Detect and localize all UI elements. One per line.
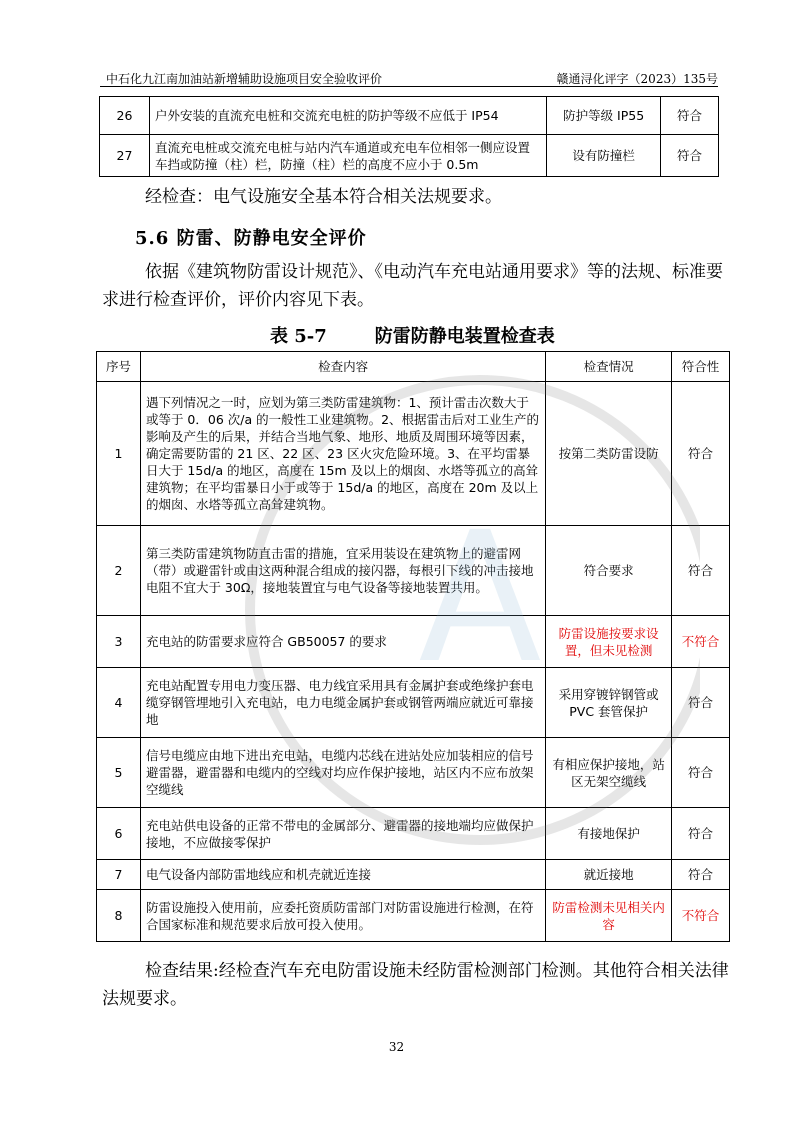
row-number: 7 bbox=[97, 860, 141, 890]
row-number: 1 bbox=[97, 382, 141, 526]
table-row bbox=[97, 808, 730, 860]
row-number: 27 bbox=[100, 135, 150, 177]
header-result: 符合性 bbox=[672, 352, 730, 382]
table-row bbox=[97, 890, 730, 942]
continued-table bbox=[99, 96, 719, 177]
row-result: 符合 bbox=[672, 860, 730, 890]
header-no: 序号 bbox=[97, 352, 141, 382]
table-row bbox=[97, 860, 730, 890]
page-header bbox=[100, 68, 718, 87]
row-status: 防雷检测未见相关内容 bbox=[546, 890, 672, 942]
row-content: 户外安装的直流充电桩和交流充电桩的防护等级不应低于 IP54 bbox=[149, 97, 546, 135]
row-content: 充电站的防雷要求应符合 GB50057 的要求 bbox=[140, 616, 545, 668]
row-result: 符合 bbox=[672, 808, 730, 860]
row-status: 就近接地 bbox=[546, 860, 672, 890]
row-number: 5 bbox=[97, 738, 141, 808]
table-row bbox=[97, 382, 730, 526]
row-content: 信号电缆应由地下进出充电站，电缆内芯线在进站处应加装相应的信号避雷器，避雷器和电缆内的空线对均应作保护接地，站区内不应布放架空缆线 bbox=[140, 738, 545, 808]
table-caption bbox=[270, 322, 555, 348]
table-row bbox=[97, 738, 730, 808]
electric-conclusion: 经检查：电气设施安全基本符合相关法规要求。 bbox=[145, 187, 502, 207]
table-row bbox=[97, 526, 730, 616]
row-content: 第三类防雷建筑物防直击雷的措施，宜采用装设在建筑物上的避雷网（带）或避雷针或由这两种混合组成的接闪器，每根引下线的冲击接地电阻不宜大于 30Ω，接地装置宜与电气设备等接地装置共用。 bbox=[140, 526, 545, 616]
row-result: 不符合 bbox=[672, 890, 730, 942]
row-result: 符合 bbox=[672, 526, 730, 616]
row-status: 符合要求 bbox=[546, 526, 672, 616]
row-content: 遇下列情况之一时，应划为第三类防雷建筑物：1、预计雷击次数大于或等于 0．06 次/a 的一般性工业建筑物。2、根据雷击后对工业生产的影响及产生的后果，并结合当地气象、地形、地质及周围环境等因素，确定需要防雷的 21 区、22 区、23 区火灾危险环境。3、在平均雷暴日大于 15d/a 的地区，高度在 15m 及以上的烟囱、水塔等孤立的高耸建筑物；在平均雷暴日小于或等于 15d/a 的地区，高度在 20m 及以上的烟囱、水塔等孤立高耸建筑物。 bbox=[140, 382, 545, 526]
row-status: 设有防撞栏 bbox=[547, 135, 661, 177]
row-number: 8 bbox=[97, 890, 141, 942]
header-status: 检查情况 bbox=[546, 352, 672, 382]
row-number: 3 bbox=[97, 616, 141, 668]
row-content: 充电站供电设备的正常不带电的金属部分、避雷器的接地端均应做保护接地，不应做接零保护 bbox=[140, 808, 545, 860]
row-status: 防雷设施按要求设置，但未见检测 bbox=[546, 616, 672, 668]
table-row bbox=[100, 135, 719, 177]
row-result: 符合 bbox=[661, 135, 719, 177]
inspection-result: 检查结果:经检查汽车充电防雷设施未经防雷检测部门检测。其他符合相关法律法规要求。 bbox=[102, 961, 729, 1009]
table-caption-number: 表 5-7 bbox=[270, 326, 327, 347]
row-number: 4 bbox=[97, 668, 141, 738]
section-heading: 5.6 防雷、防静电安全评价 bbox=[135, 228, 367, 249]
row-status: 有接地保护 bbox=[546, 808, 672, 860]
table-row bbox=[97, 668, 730, 738]
row-status: 有相应保护接地，站区无架空缆线 bbox=[546, 738, 672, 808]
row-number: 2 bbox=[97, 526, 141, 616]
row-content: 充电站配置专用电力变压器、电力线宜采用具有金属护套或绝缘护套电缆穿钢管埋地引入充电站，电力电缆金属护套或钢管两端应就近可靠接地 bbox=[140, 668, 545, 738]
row-result: 符合 bbox=[672, 738, 730, 808]
header-project-title: 中石化九江南加油站新增辅助设施项目安全验收评价 bbox=[106, 72, 383, 86]
page-number: 32 bbox=[388, 1040, 405, 1054]
row-number: 26 bbox=[100, 97, 150, 135]
intro-paragraph: 依据《建筑物防雷设计规范》、《电动汽车充电站通用要求》等的法规、标准要求进行检查评价，评价内容见下表。 bbox=[102, 262, 723, 310]
row-result: 符合 bbox=[661, 97, 719, 135]
row-result: 符合 bbox=[672, 382, 730, 526]
header-report-number: 赣通浔化评字（2023）135号 bbox=[556, 72, 718, 86]
row-result: 不符合 bbox=[672, 616, 730, 668]
lightning-protection-table bbox=[96, 351, 730, 942]
table-header-row bbox=[97, 352, 730, 382]
header-content: 检查内容 bbox=[140, 352, 545, 382]
row-status: 按第二类防雷设防 bbox=[546, 382, 672, 526]
row-status: 防护等级 IP55 bbox=[547, 97, 661, 135]
row-content: 直流充电桩或交流充电桩与站内汽车通道或充电车位相邻一侧应设置车挡或防撞（柱）栏，防撞（柱）栏的高度不应小于 0.5m bbox=[149, 135, 546, 177]
svg-text:A: A bbox=[418, 494, 542, 703]
row-status: 采用穿镀锌钢管或 PVC 套管保护 bbox=[546, 668, 672, 738]
table-row bbox=[100, 97, 719, 135]
row-number: 6 bbox=[97, 808, 141, 860]
table-row bbox=[97, 616, 730, 668]
row-content: 电气设备内部防雷地线应和机壳就近连接 bbox=[140, 860, 545, 890]
row-result: 符合 bbox=[672, 668, 730, 738]
table-caption-title: 防雷防静电装置检查表 bbox=[374, 326, 555, 347]
row-content: 防雷设施投入使用前，应委托资质防雷部门对防雷设施进行检测，在符合国家标准和规范要求后放可投入使用。 bbox=[140, 890, 545, 942]
